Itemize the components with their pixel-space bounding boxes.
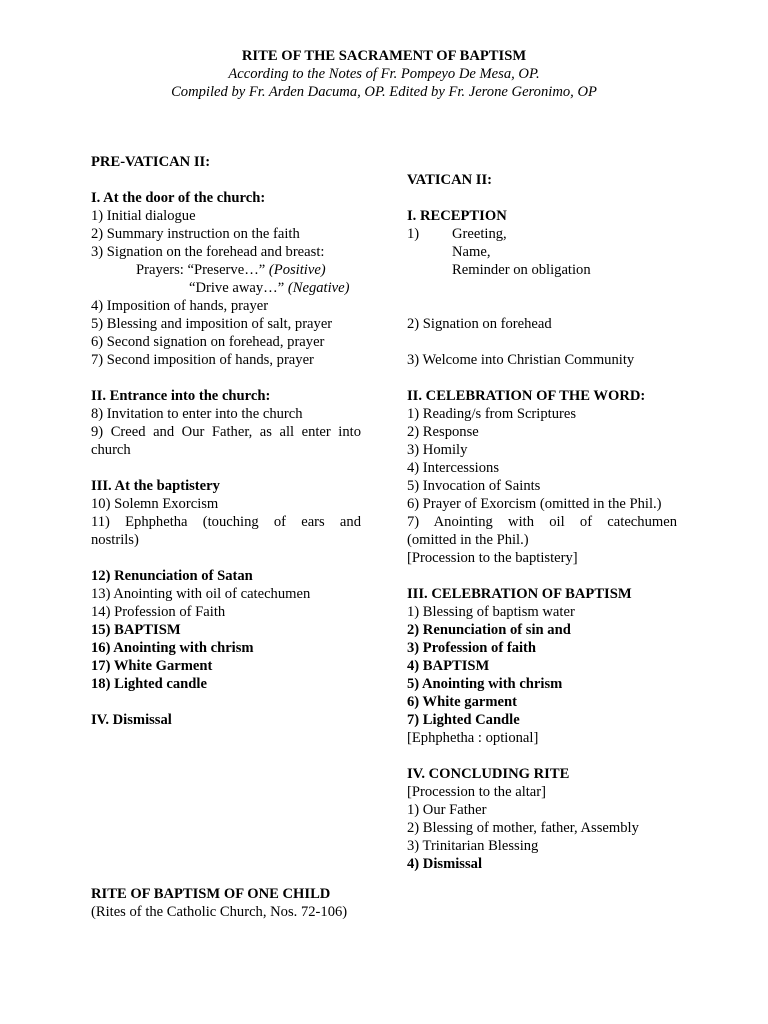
section-title: I. RECEPTION [407, 208, 507, 224]
list-item [407, 225, 677, 243]
list-item: 13) Anointing with oil of catechumen [91, 586, 311, 602]
list-item-continuation: church [91, 442, 131, 458]
list-item: 4) BAPTISM [407, 658, 490, 674]
section-title: II. CELEBRATION OF THE WORD: [407, 388, 646, 404]
reference-note: (Rites of the Catholic Church, Nos. 72-106) [91, 904, 348, 920]
list-item: 7) Lighted Candle [407, 712, 520, 728]
list-item: [Procession to the baptistery] [407, 550, 578, 566]
list-item: 5) Blessing and imposition of salt, prayer [91, 316, 333, 332]
rite-one-child-section [91, 885, 491, 921]
list-item: 4) Dismissal [407, 856, 482, 872]
list-item: 6) White garment [407, 694, 517, 710]
list-item: [Procession to the altar] [407, 784, 547, 800]
list-item-continuation: (omitted in the Phil.) [407, 532, 529, 548]
list-item: 6) Second signation on forehead, prayer [91, 334, 325, 350]
list-item: 1) Our Father [407, 802, 487, 818]
list-item: 2) Blessing of mother, father, Assembly [407, 820, 639, 836]
list-item: 3) Signation on the forehead and breast: [91, 244, 325, 260]
prayer-line-positive [91, 261, 361, 279]
list-item: 3) Trinitarian Blessing [407, 838, 539, 854]
section-title: II. Entrance into the church: [91, 388, 271, 404]
list-number: 1) [407, 226, 420, 242]
section-title: III. At the baptistery [91, 478, 220, 494]
list-item-continuation: Name, [452, 244, 491, 260]
document-title: RITE OF THE SACRAMENT OF BAPTISM [241, 48, 527, 64]
list-item: 3) Homily [407, 442, 468, 458]
list-item: [Ephphetha : optional] [407, 730, 539, 746]
list-item-continuation: nostrils) [91, 532, 139, 548]
prayer-line-negative [91, 279, 361, 297]
pre-vatican-heading: PRE-VATICAN II: [91, 154, 211, 170]
section-title: IV. CONCLUDING RITE [407, 766, 570, 782]
vatican-heading: VATICAN II: [407, 172, 493, 188]
list-item: 12) Renunciation of Satan [91, 568, 253, 584]
prayer-text: Prayers: “Preserve…” [136, 262, 269, 278]
list-item: 8) Invitation to enter into the church [91, 406, 303, 422]
list-item: 3) Welcome into Christian Community [407, 352, 635, 368]
prayer-note: (Negative) [287, 280, 350, 296]
list-item: 4) Intercessions [407, 460, 499, 476]
list-item: 5) Anointing with chrism [407, 676, 563, 692]
list-item: 6) Prayer of Exorcism (omitted in the Phil.) [407, 496, 662, 512]
document-subtitle-notes: According to the Notes of Fr. Pompeyo De Mesa, OP. [228, 66, 540, 82]
list-item: 2) Signation on forehead [407, 316, 552, 332]
list-item: 1) Blessing of baptism water [407, 604, 575, 620]
list-item: 4) Imposition of hands, prayer [91, 298, 269, 314]
vatican-column [407, 171, 677, 873]
list-item: 7) Second imposition of hands, prayer [91, 352, 314, 368]
list-item: 15) BAPTISM [91, 622, 181, 638]
prayer-text: “Drive away…” [189, 280, 288, 296]
list-item: 1) Initial dialogue [91, 208, 196, 224]
list-item: 5) Invocation of Saints [407, 478, 541, 494]
list-item: 3) Profession of faith [407, 640, 537, 656]
list-item: 11) Ephphetha (touching of ears and [91, 514, 361, 530]
list-item: 10) Solemn Exorcism [91, 496, 219, 512]
list-item-text: Greeting, [452, 226, 507, 242]
list-item: 16) Anointing with chrism [91, 640, 254, 656]
list-item: 14) Profession of Faith [91, 604, 226, 620]
list-item: 17) White Garment [91, 658, 213, 674]
list-item: 2) Summary instruction on the faith [91, 226, 300, 242]
prayer-note: (Positive) [268, 262, 326, 278]
list-item: 7) Anointing with oil of catechumen [407, 514, 677, 530]
document-header [0, 47, 768, 101]
section-title: III. CELEBRATION OF BAPTISM [407, 586, 632, 602]
list-item: 9) Creed and Our Father, as all enter into [91, 424, 361, 440]
list-item: 18) Lighted candle [91, 676, 207, 692]
section-title: I. At the door of the church: [91, 190, 266, 206]
section-title: IV. Dismissal [91, 712, 172, 728]
section-title: RITE OF BAPTISM OF ONE CHILD [91, 886, 331, 902]
list-item: 1) Reading/s from Scriptures [407, 406, 577, 422]
document-subtitle-credits: Compiled by Fr. Arden Dacuma, OP. Edited by Fr. Jerone Geronimo, OP [171, 84, 597, 100]
list-item: 2) Renunciation of sin and [407, 622, 571, 638]
list-item-continuation: Reminder on obligation [452, 262, 591, 278]
pre-vatican-column [91, 153, 361, 729]
list-item: 2) Response [407, 424, 479, 440]
